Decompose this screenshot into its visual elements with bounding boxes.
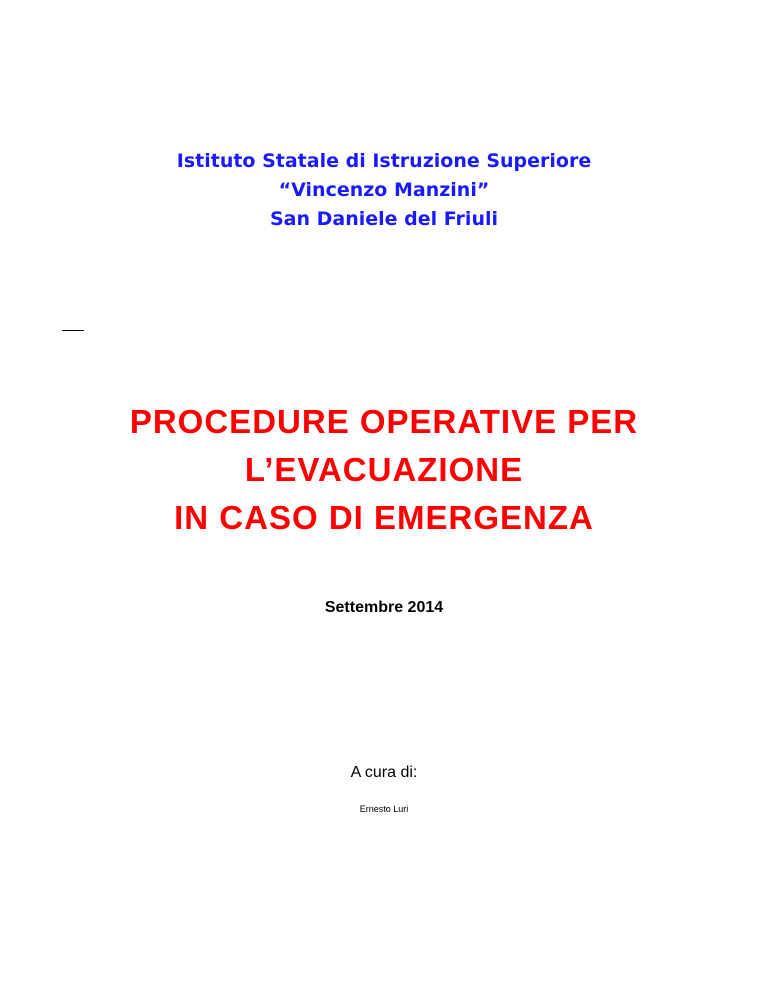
document-date: Settembre 2014 <box>324 599 444 616</box>
title-line-3: IN CASO DI EMERGENZA <box>174 499 594 536</box>
short-divider <box>62 330 84 331</box>
document-title <box>0 398 768 542</box>
institute-dedication: “Vincenzo Manzini” <box>278 179 490 201</box>
institute-location: San Daniele del Friuli <box>270 208 498 230</box>
institute-name: Istituto Statale di Istruzione Superiore <box>176 150 592 172</box>
institute-heading <box>0 147 768 234</box>
author-name: Ernesto Luri <box>359 804 409 814</box>
title-line-1: PROCEDURE OPERATIVE PER <box>129 403 639 440</box>
title-line-2: L’EVACUAZIONE <box>244 451 524 488</box>
curated-by-label: A cura di: <box>350 764 418 781</box>
